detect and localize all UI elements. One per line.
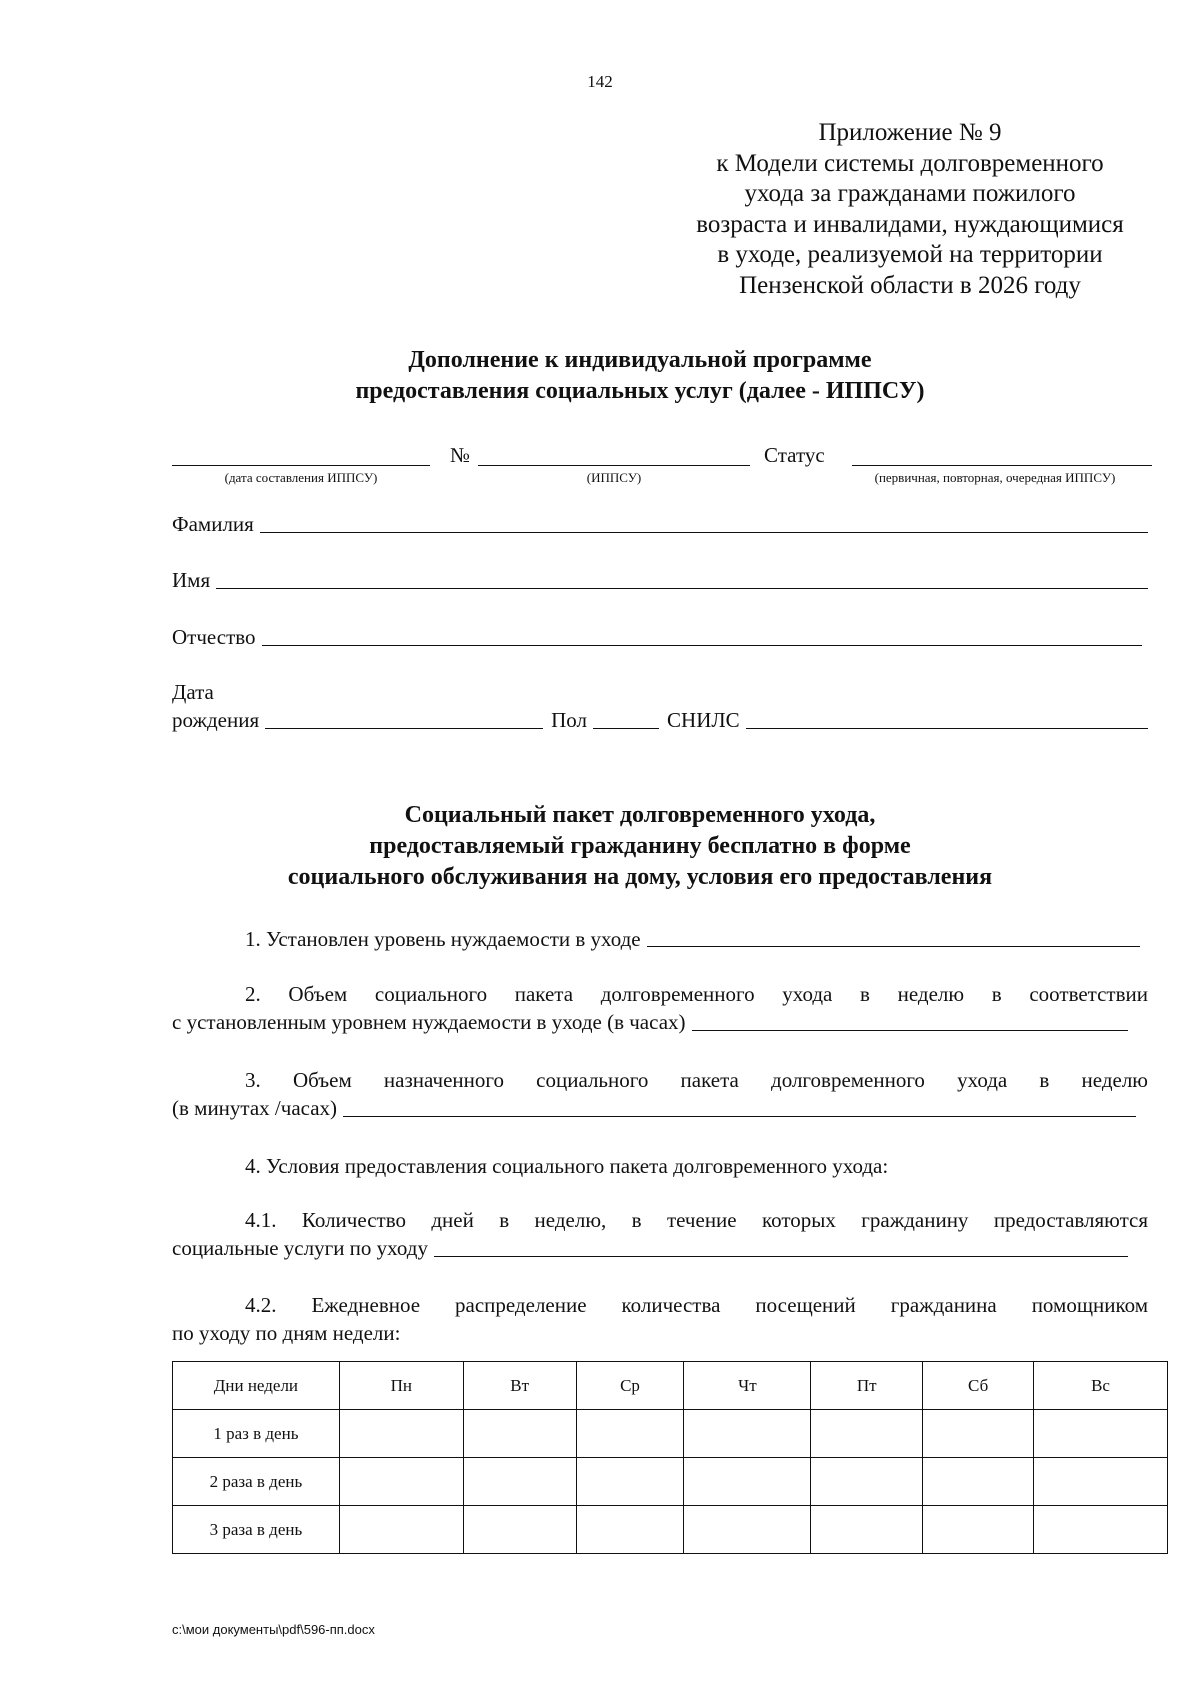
table-row — [173, 1458, 1168, 1506]
status-caption: (первичная, повторная, очередная ИППСУ) — [874, 470, 1116, 485]
snils-field[interactable] — [746, 728, 1148, 729]
item-2-line2: с установленным уровнем нуждаемости в уходе (в часах) — [172, 1010, 686, 1034]
table-cell[interactable] — [684, 1506, 811, 1554]
item-4-2 — [172, 1291, 1148, 1347]
item-4-1-line2: социальные услуги по уходу — [172, 1236, 428, 1260]
ippsu-number-field[interactable] — [478, 465, 750, 466]
table-header-cell: Пт — [811, 1362, 923, 1410]
name-label: Имя — [172, 568, 211, 592]
table-cell[interactable] — [1034, 1410, 1168, 1458]
appendix-line: возраста и инвалидами, нуждающимися — [696, 210, 1124, 238]
item-1-text: 1. Установлен уровень нуждаемости в уходе — [245, 927, 641, 951]
visit-schedule-table — [172, 1361, 1168, 1554]
table-cell[interactable] — [576, 1410, 684, 1458]
table-cell[interactable] — [923, 1410, 1034, 1458]
table-header-cell: Вс — [1034, 1362, 1168, 1410]
status-label: Статус — [764, 443, 825, 467]
appendix-heading — [640, 118, 1180, 301]
item-3 — [172, 1066, 1148, 1122]
birth-row — [172, 708, 1148, 733]
date-field[interactable] — [172, 465, 430, 466]
section-title-line: социального обслуживания на дому, условия его предоставления — [287, 864, 993, 890]
table-header-cell: Ср — [576, 1362, 684, 1410]
surname-row — [172, 512, 1148, 537]
item-3-line2-row — [172, 1094, 1136, 1122]
birth-label-line1: Дата — [172, 680, 214, 704]
row-label: 2 раза в день — [173, 1458, 340, 1506]
page-number: 142 — [587, 72, 613, 91]
table-cell[interactable] — [811, 1410, 923, 1458]
table-header-cell: Пн — [339, 1362, 463, 1410]
table-cell[interactable] — [1034, 1458, 1168, 1506]
snils-label: СНИЛС — [667, 708, 740, 732]
item-2-line2-row — [172, 1008, 1128, 1036]
sex-label: Пол — [551, 708, 588, 732]
item-3-line1: 3. Объем назначенного социального пакета долговременного ухода в неделю — [245, 1068, 1148, 1092]
item-4-2-line2: по уходу по дням недели: — [172, 1321, 401, 1345]
status-field[interactable] — [852, 465, 1152, 466]
table-cell[interactable] — [339, 1410, 463, 1458]
name-row — [172, 568, 1148, 593]
package-hours-field[interactable] — [692, 1030, 1128, 1031]
form-title — [150, 345, 1130, 407]
appendix-line: Пензенской области в 2026 году — [739, 271, 1081, 299]
item-2-line1: 2. Объем социального пакета долговременного ухода в неделю в соответствии — [245, 982, 1148, 1006]
table-cell[interactable] — [463, 1506, 576, 1554]
surname-label: Фамилия — [172, 512, 254, 536]
table-cell[interactable] — [339, 1458, 463, 1506]
form-title-line: Дополнение к индивидуальной программе — [408, 347, 872, 373]
appendix-line: Приложение № 9 — [818, 119, 1002, 146]
birth-label-line2: рождения — [172, 708, 260, 732]
table-cell[interactable] — [684, 1458, 811, 1506]
table-cell[interactable] — [923, 1458, 1034, 1506]
table-row — [173, 1506, 1168, 1554]
item-4-1-line2-row — [172, 1234, 1128, 1262]
item-4-2-line1: 4.2. Ежедневное распределение количества посещений гражданина помощником — [245, 1293, 1148, 1317]
patronymic-field[interactable] — [262, 645, 1142, 646]
care-level-field[interactable] — [647, 946, 1140, 947]
table-cell[interactable] — [576, 1506, 684, 1554]
surname-field[interactable] — [260, 532, 1148, 533]
number-label: № — [450, 443, 471, 467]
table-cell[interactable] — [684, 1410, 811, 1458]
item-4-1-line1: 4.1. Количество дней в неделю, в течение которых гражданину предоставляются — [245, 1208, 1148, 1232]
appendix-line: ухода за гражданами пожилого — [744, 180, 1076, 207]
table-row — [173, 1410, 1168, 1458]
assigned-package-field[interactable] — [343, 1116, 1136, 1117]
table-header-cell: Сб — [923, 1362, 1034, 1410]
item-1 — [245, 927, 1140, 952]
table-cell[interactable] — [463, 1410, 576, 1458]
section-title-line: Социальный пакет долговременного ухода, — [404, 802, 876, 828]
table-header-row — [173, 1362, 1168, 1410]
table-cell[interactable] — [576, 1458, 684, 1506]
patronymic-row — [172, 625, 1142, 650]
table-cell[interactable] — [339, 1506, 463, 1554]
table-cell[interactable] — [923, 1506, 1034, 1554]
item-3-line2: (в минутах /часах) — [172, 1096, 338, 1120]
appendix-line: к Модели системы долговременного — [716, 149, 1104, 177]
sex-field[interactable] — [593, 728, 659, 729]
item-2 — [172, 980, 1148, 1036]
item-4-1 — [172, 1206, 1148, 1262]
row-label: 3 раза в день — [173, 1506, 340, 1554]
row-label: 1 раз в день — [173, 1410, 340, 1458]
table-header-cell: Вт — [463, 1362, 576, 1410]
form-title-line: предоставления социальных услуг (далее - ИППСУ) — [355, 378, 925, 404]
days-per-week-field[interactable] — [434, 1256, 1128, 1257]
birth-date-field[interactable] — [265, 728, 543, 729]
table-cell[interactable] — [811, 1458, 923, 1506]
file-path-footer: c:\мои документы\pdf\596-пп.docx — [172, 1622, 375, 1637]
table-header-cell: Дни недели — [173, 1362, 340, 1410]
name-field[interactable] — [216, 588, 1148, 589]
table-cell[interactable] — [1034, 1506, 1168, 1554]
patronymic-label: Отчество — [172, 625, 256, 649]
table-cell[interactable] — [811, 1506, 923, 1554]
date-caption: (дата составления ИППСУ) — [224, 470, 378, 485]
item-4: 4. Условия предоставления социального пакета долговременного ухода: — [245, 1154, 889, 1178]
section-title — [150, 800, 1130, 893]
table-cell[interactable] — [463, 1458, 576, 1506]
section-title-line: предоставляемый гражданину бесплатно в форме — [369, 833, 911, 859]
number-caption: (ИППСУ) — [586, 470, 642, 485]
table-header-cell: Чт — [684, 1362, 811, 1410]
appendix-line: в уходе, реализуемой на территории — [717, 241, 1103, 268]
